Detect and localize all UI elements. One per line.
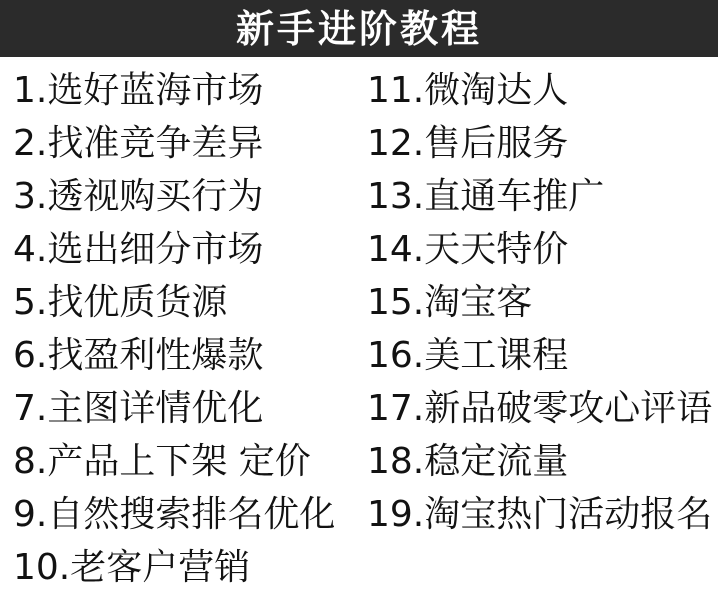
list-item: 8.产品上下架 定价 bbox=[13, 441, 311, 482]
list-item: 16.美工课程 bbox=[367, 335, 569, 376]
list-item: 1.选好蓝海市场 bbox=[13, 70, 264, 111]
list-item: 15.淘宝客 bbox=[367, 282, 533, 323]
list-item: 17.新品破零攻心评语 bbox=[367, 388, 713, 429]
list-item: 3.透视购买行为 bbox=[13, 176, 264, 217]
list-item: 7.主图详情优化 bbox=[13, 388, 264, 429]
list-item: 2.找准竞争差异 bbox=[13, 123, 264, 164]
list-item: 10.老客户营销 bbox=[13, 547, 251, 588]
list-item: 14.天天特价 bbox=[367, 229, 569, 270]
list-item: 5.找优质货源 bbox=[13, 282, 228, 323]
list-item: 12.售后服务 bbox=[367, 123, 569, 164]
list-item: 13.直通车推广 bbox=[367, 176, 605, 217]
list-item: 9.自然搜索排名优化 bbox=[13, 494, 336, 535]
list-item: 19.淘宝热门活动报名 bbox=[367, 494, 713, 535]
list-content bbox=[0, 57, 718, 594]
list-item: 4.选出细分市场 bbox=[13, 229, 264, 270]
list-item: 6.找盈利性爆款 bbox=[13, 335, 264, 376]
page-title: 新手进阶教程 bbox=[235, 6, 482, 51]
right-column bbox=[367, 64, 718, 541]
list-item: 18.稳定流量 bbox=[367, 441, 569, 482]
list-item: 11.微淘达人 bbox=[367, 70, 569, 111]
header-bar bbox=[0, 0, 718, 57]
left-column bbox=[13, 64, 367, 594]
